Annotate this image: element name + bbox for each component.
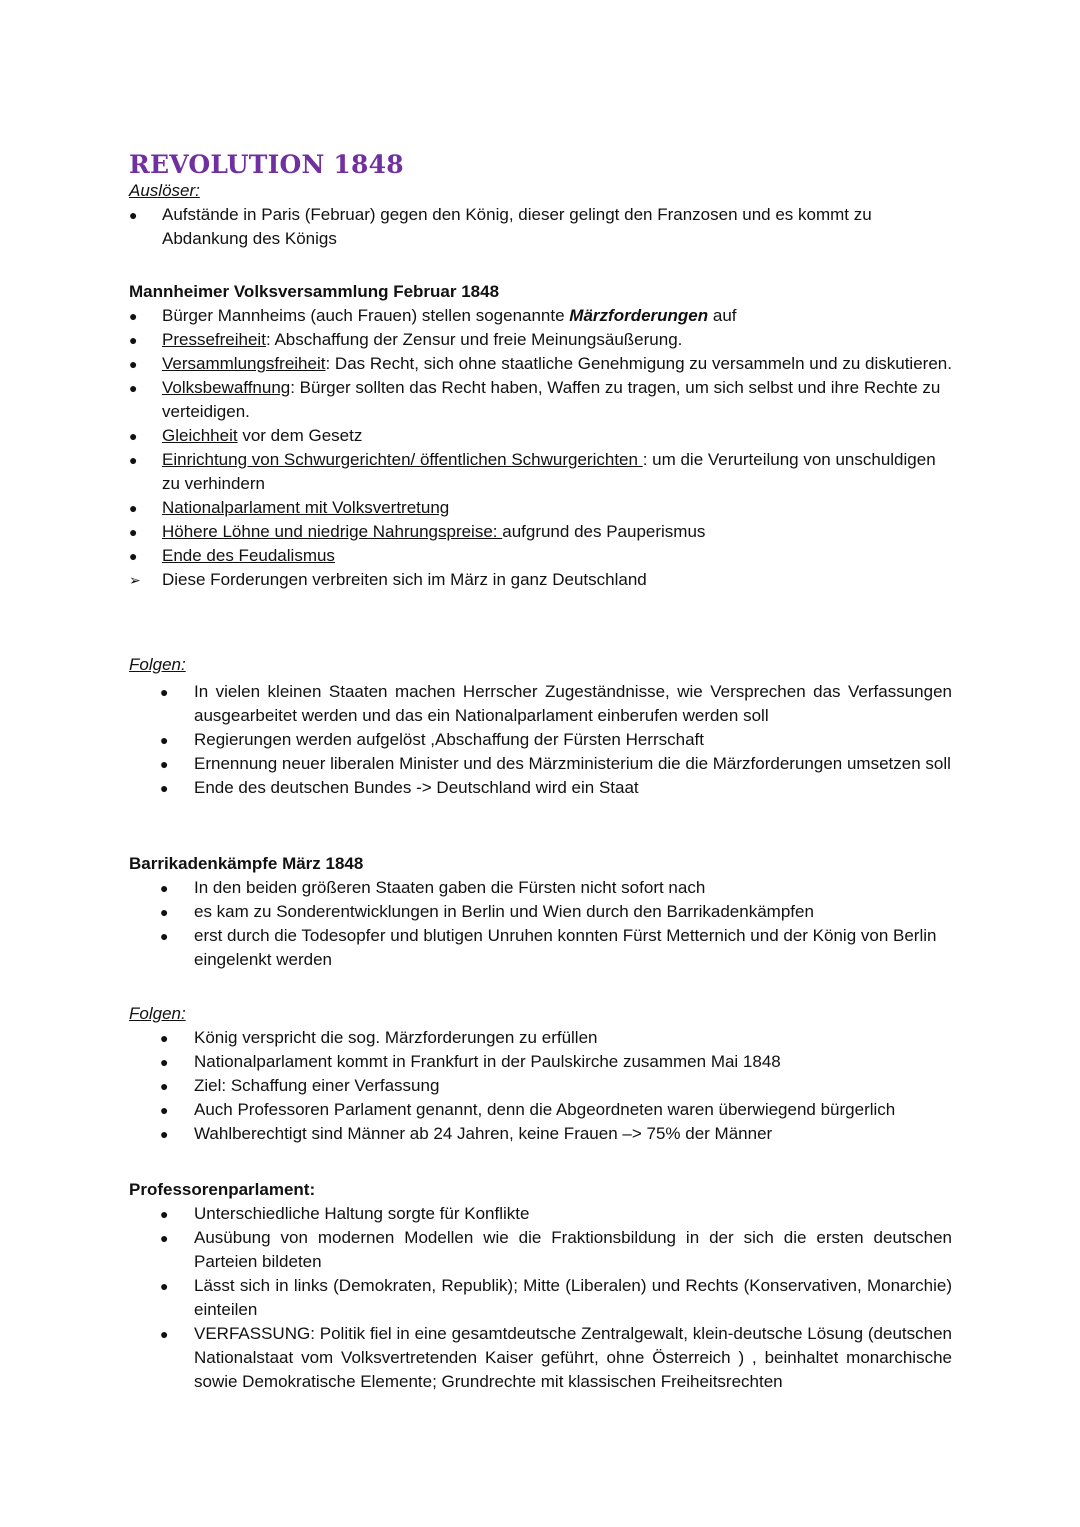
section-heading-professoren: Professorenparlament:	[129, 1180, 316, 1199]
list-item: ● Ende des deutschen Bundes -> Deutschland wird ein Staat	[129, 776, 952, 800]
section-ausloeser	[129, 179, 952, 251]
list-item: ● Einrichtung von Schwurgerichten/ öffentlichen Schwurgerichten : um die Verurteilung von unschuldigen zu verhindern	[129, 450, 936, 493]
bullet-icon: ●	[160, 1030, 169, 1046]
section-folgen-2	[129, 1002, 952, 1146]
page-title: REVOLUTION 1848	[129, 150, 404, 179]
bullet-icon: ●	[160, 1126, 169, 1142]
bullet-icon: ●	[160, 904, 169, 920]
bullet-icon: ●	[160, 928, 169, 944]
maerzforderungen-emphasis: Märzforderungen	[569, 306, 709, 325]
bullet-icon: ●	[129, 452, 138, 468]
bullet-icon: ●	[129, 356, 138, 372]
list-item: ● Pressefreiheit: Abschaffung der Zensur und freie Meinungsäußerung.	[129, 328, 952, 352]
bullet-icon: ●	[160, 780, 169, 796]
bullet-icon: ●	[129, 500, 138, 516]
arrow-bullet-icon: ➢	[129, 572, 141, 588]
section-professorenparlament	[129, 1178, 952, 1394]
folgen-list-2	[129, 1026, 952, 1146]
bullet-icon: ●	[129, 428, 138, 444]
list-item: ● Versammlungsfreiheit: Das Recht, sich ohne staatliche Genehmigung zu versammeln und zu diskutieren.	[129, 352, 952, 376]
bullet-icon: ●	[129, 207, 138, 223]
bullet-icon: ●	[129, 332, 138, 348]
bullet-icon: ●	[129, 380, 138, 396]
bullet-icon: ●	[160, 1278, 169, 1294]
section-label-ausloeser: Auslöser:	[129, 181, 200, 200]
professoren-list	[129, 1202, 952, 1394]
list-item: ● Ende des Feudalismus	[129, 544, 952, 568]
bullet-icon: ●	[160, 1326, 169, 1342]
list-item: ● Ernennung neuer liberalen Minister und des Märzministerium die die Märzforderungen umsetzen soll	[129, 752, 952, 776]
list-item: ● Auch Professoren Parlament genannt, denn die Abgeordneten waren überwiegend bürgerlich	[129, 1098, 952, 1122]
list-item: ● Volksbewaffnung: Bürger sollten das Recht haben, Waffen zu tragen, um sich selbst und ihre Rechte zu verteidigen.	[129, 378, 941, 421]
section-label-folgen: Folgen:	[129, 655, 186, 674]
ausloeser-list	[129, 203, 952, 251]
bullet-icon: ●	[160, 1102, 169, 1118]
bullet-icon: ●	[160, 1206, 169, 1222]
list-item: ● VERFASSUNG: Politik fiel in eine gesamtdeutsche Zentralgewalt, klein-deutsche Lösung (deutschen Nationalstaat vom Volksvertretenden Kaiser geführt, ohne Österreich ) , beinhaltet monarchische sowie Demokratische Elemente; Grundrechte mit klassischen Freiheitsrechten	[160, 1324, 952, 1391]
list-item: ● Regierungen werden aufgelöst ,Abschaffung der Fürsten Herrschaft	[129, 728, 952, 752]
section-heading-mannheim: Mannheimer Volksversammlung Februar 1848	[129, 282, 500, 301]
section-barrikaden	[129, 852, 952, 972]
bullet-icon: ●	[129, 524, 138, 540]
section-folgen-1	[129, 653, 952, 800]
section-label-folgen: Folgen:	[129, 1004, 186, 1023]
list-item: ● Nationalparlament kommt in Frankfurt in der Paulskirche zusammen Mai 1848	[129, 1050, 952, 1074]
list-item: ● Höhere Löhne und niedrige Nahrungspreise: aufgrund des Pauperismus	[129, 520, 952, 544]
bullet-icon: ●	[160, 1230, 169, 1246]
bullet-icon: ●	[160, 684, 169, 700]
bullet-icon: ●	[160, 756, 169, 772]
list-item: ● Ausübung von modernen Modellen wie die Fraktionsbildung in der sich die ersten deutschen Parteien bildeten	[160, 1228, 952, 1271]
bullet-icon: ●	[160, 1054, 169, 1070]
bullet-icon: ●	[129, 548, 138, 564]
bullet-icon: ●	[160, 880, 169, 896]
list-item: ● Aufstände in Paris (Februar) gegen den König, dieser gelingt den Franzosen und es kommt zu Abdankung des Königs	[129, 205, 872, 248]
list-item: ● erst durch die Todesopfer und blutigen Unruhen konnten Fürst Metternich und der König von Berlin eingelenkt werden	[160, 926, 937, 969]
list-item: ● es kam zu Sonderentwicklungen in Berlin und Wien durch den Barrikadenkämpfen	[129, 900, 952, 924]
list-item: ● König verspricht die sog. Märzforderungen zu erfüllen	[129, 1026, 952, 1050]
list-item: ● In den beiden größeren Staaten gaben die Fürsten nicht sofort nach	[129, 876, 952, 900]
list-item: ● Gleichheit vor dem Gesetz	[129, 424, 952, 448]
mannheim-list	[129, 304, 952, 592]
bullet-icon: ●	[160, 732, 169, 748]
list-item: ● Bürger Mannheims (auch Frauen) stellen sogenannte Märzforderungen auf	[129, 304, 952, 328]
bullet-icon: ●	[129, 308, 138, 324]
folgen-list-1	[129, 680, 952, 800]
list-item: ● Unterschiedliche Haltung sorgte für Konflikte	[129, 1202, 952, 1226]
list-item: ● Ziel: Schaffung einer Verfassung	[129, 1074, 952, 1098]
section-heading-barrikaden: Barrikadenkämpfe März 1848	[129, 854, 364, 873]
list-item: ● Nationalparlament mit Volksvertretung	[129, 496, 952, 520]
bullet-icon: ●	[160, 1078, 169, 1094]
section-mannheim	[129, 280, 952, 592]
list-item: ● In vielen kleinen Staaten machen Herrscher Zugeständnisse, wie Versprechen das Verfassungen ausgearbeitet werden und das ein Nationalparlament einberufen werden soll	[160, 682, 952, 725]
list-item: ➢ Diese Forderungen verbreiten sich im März in ganz Deutschland	[129, 568, 952, 592]
list-item: ● Lässt sich in links (Demokraten, Republik); Mitte (Liberalen) und Rechts (Konservativen, Monarchie) einteilen	[160, 1276, 952, 1319]
barrikaden-list	[129, 876, 952, 972]
list-item: ● Wahlberechtigt sind Männer ab 24 Jahren, keine Frauen –> 75% der Männer	[129, 1122, 952, 1146]
